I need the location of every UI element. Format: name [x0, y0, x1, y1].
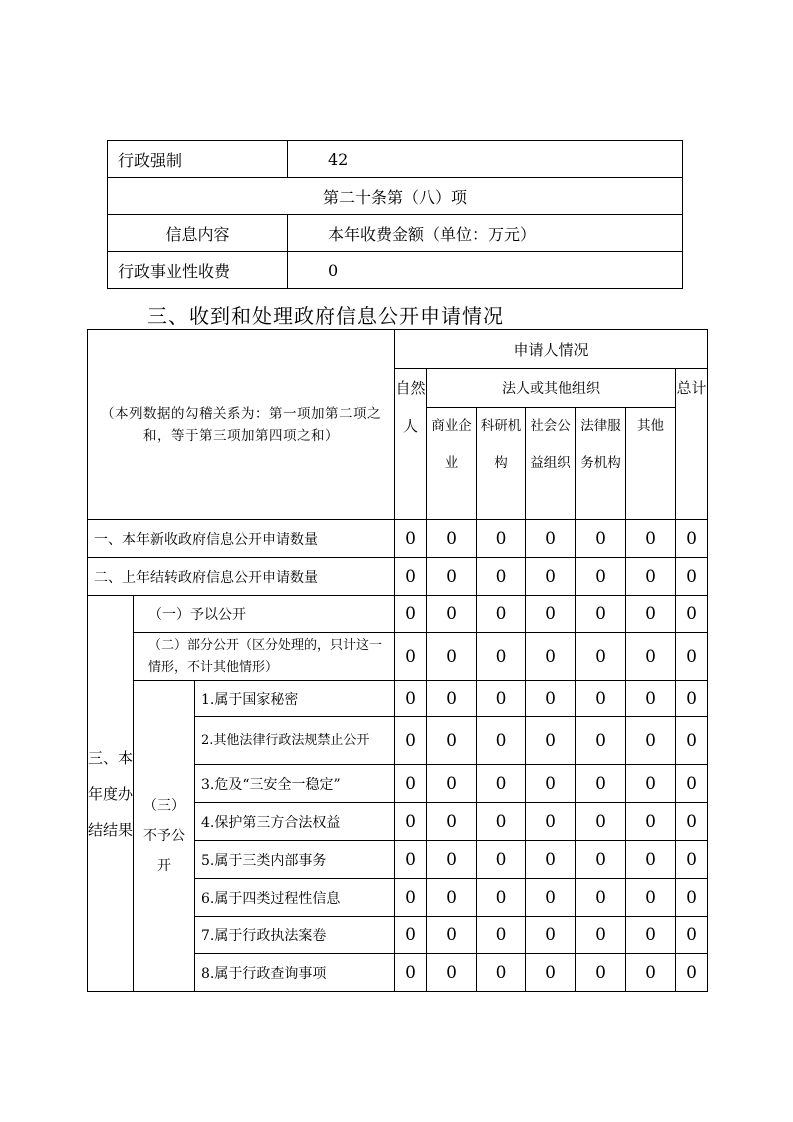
fee-amount-label: 本年收费金额（单位：万元） [288, 215, 683, 252]
cell-value: 0 [395, 841, 427, 879]
cell-value: 0 [395, 596, 427, 633]
total-header: 总计 [676, 369, 708, 520]
section-heading: 三、收到和处理政府信息公开申请情况 [147, 304, 504, 328]
enforcement-value: 42 [288, 141, 683, 178]
cell-value: 0 [626, 596, 676, 633]
cell-value: 0 [477, 841, 526, 879]
table-row [88, 681, 708, 717]
cell-value: 0 [395, 917, 427, 954]
cell-value: 0 [526, 879, 576, 917]
cell-value: 0 [427, 717, 477, 765]
cell-value: 0 [427, 841, 477, 879]
cell-value: 0 [395, 633, 427, 681]
cell-value: 0 [395, 717, 427, 765]
cell-value: 0 [395, 558, 427, 596]
cell-value: 0 [395, 681, 427, 717]
cell-value: 0 [427, 558, 477, 596]
legal-service-header: 法律服务机构 [576, 408, 626, 520]
table-row [88, 633, 708, 681]
cell-value: 0 [526, 803, 576, 841]
table-note: （本列数据的勾稽关系为：第一项加第二项之和，等于第三项加第四项之和） [88, 330, 395, 520]
cell-value: 0 [477, 558, 526, 596]
cell-value: 0 [477, 717, 526, 765]
cell-value: 0 [576, 765, 626, 803]
cell-value: 0 [626, 558, 676, 596]
natural-person-header: 自然人 [395, 369, 427, 520]
cell-value: 0 [427, 954, 477, 992]
table-row [88, 596, 708, 633]
applicant-header: 申请人情况 [395, 330, 708, 369]
row-label: 3.危及“三安全一稳定” [195, 765, 395, 803]
row-label: 二、上年结转政府信息公开申请数量 [88, 558, 395, 596]
not-open-group-label: （三）不予公开 [134, 681, 195, 992]
cell-value: 0 [576, 803, 626, 841]
cell-value: 0 [526, 681, 576, 717]
cell-value: 0 [626, 717, 676, 765]
cell-value: 0 [395, 520, 427, 558]
cell-value: 0 [477, 765, 526, 803]
cell-value: 0 [626, 681, 676, 717]
cell-value: 0 [676, 917, 708, 954]
table-row [88, 520, 708, 558]
cell-value: 0 [676, 558, 708, 596]
cell-value: 0 [477, 803, 526, 841]
cell-value: 0 [526, 717, 576, 765]
row-label: （二）部分公开（区分处理的，只计这一情形，不计其他情形） [134, 633, 395, 681]
cell-value: 0 [676, 803, 708, 841]
cell-value: 0 [626, 765, 676, 803]
row-label: 5.属于三类内部事务 [195, 841, 395, 879]
cell-value: 0 [427, 633, 477, 681]
cell-value: 0 [676, 841, 708, 879]
application-table [87, 329, 708, 992]
cell-value: 0 [626, 879, 676, 917]
cell-value: 0 [477, 633, 526, 681]
cell-value: 0 [477, 681, 526, 717]
cell-value: 0 [626, 841, 676, 879]
info-content-label: 信息内容 [108, 215, 288, 252]
cell-value: 0 [576, 954, 626, 992]
cell-value: 0 [626, 633, 676, 681]
row-label: 1.属于国家秘密 [195, 681, 395, 717]
row-label: 4.保护第三方合法权益 [195, 803, 395, 841]
cell-value: 0 [626, 803, 676, 841]
cell-value: 0 [576, 681, 626, 717]
row-label: （一）予以公开 [134, 596, 395, 633]
row-label: 一、本年新收政府信息公开申请数量 [88, 520, 395, 558]
article-title: 第二十条第（八）项 [108, 178, 683, 215]
cell-value: 0 [427, 879, 477, 917]
cell-value: 0 [477, 954, 526, 992]
cell-value: 0 [676, 596, 708, 633]
cell-value: 0 [477, 596, 526, 633]
cell-value: 0 [626, 520, 676, 558]
row-label: 6.属于四类过程性信息 [195, 879, 395, 917]
cell-value: 0 [526, 596, 576, 633]
cell-value: 0 [427, 803, 477, 841]
cell-value: 0 [526, 917, 576, 954]
cell-value: 0 [395, 954, 427, 992]
cell-value: 0 [576, 717, 626, 765]
other-header: 其他 [626, 408, 676, 520]
cell-value: 0 [676, 954, 708, 992]
cell-value: 0 [576, 558, 626, 596]
cell-value: 0 [626, 954, 676, 992]
cell-value: 0 [395, 879, 427, 917]
cell-value: 0 [427, 520, 477, 558]
cell-value: 0 [427, 917, 477, 954]
cell-value: 0 [526, 558, 576, 596]
cell-value: 0 [576, 879, 626, 917]
enforcement-label: 行政强制 [108, 141, 288, 178]
commercial-header: 商业企业 [427, 408, 477, 520]
social-header: 社会公益组织 [526, 408, 576, 520]
legal-org-header: 法人或其他组织 [427, 369, 676, 408]
row-label: 8.属于行政查询事项 [195, 954, 395, 992]
result-group-label: 三、本年度办结结果 [88, 596, 134, 992]
cell-value: 0 [427, 765, 477, 803]
research-header: 科研机构 [477, 408, 526, 520]
cell-value: 0 [676, 879, 708, 917]
cell-value: 0 [576, 917, 626, 954]
fee-value: 0 [288, 252, 683, 289]
cell-value: 0 [477, 520, 526, 558]
cell-value: 0 [477, 879, 526, 917]
cell-value: 0 [676, 717, 708, 765]
cell-value: 0 [526, 633, 576, 681]
cell-value: 0 [576, 520, 626, 558]
fee-table [107, 140, 683, 289]
row-label: 7.属于行政执法案卷 [195, 917, 395, 954]
cell-value: 0 [526, 520, 576, 558]
cell-value: 0 [676, 520, 708, 558]
cell-value: 0 [526, 841, 576, 879]
cell-value: 0 [526, 765, 576, 803]
cell-value: 0 [477, 917, 526, 954]
cell-value: 0 [576, 841, 626, 879]
cell-value: 0 [626, 917, 676, 954]
cell-value: 0 [427, 596, 477, 633]
cell-value: 0 [676, 633, 708, 681]
fee-label: 行政事业性收费 [108, 252, 288, 289]
row-label: 2.其他法律行政法规禁止公开 [195, 717, 395, 765]
cell-value: 0 [676, 681, 708, 717]
cell-value: 0 [427, 681, 477, 717]
cell-value: 0 [576, 633, 626, 681]
table-row [88, 558, 708, 596]
cell-value: 0 [395, 803, 427, 841]
cell-value: 0 [676, 765, 708, 803]
cell-value: 0 [576, 596, 626, 633]
cell-value: 0 [395, 765, 427, 803]
cell-value: 0 [526, 954, 576, 992]
